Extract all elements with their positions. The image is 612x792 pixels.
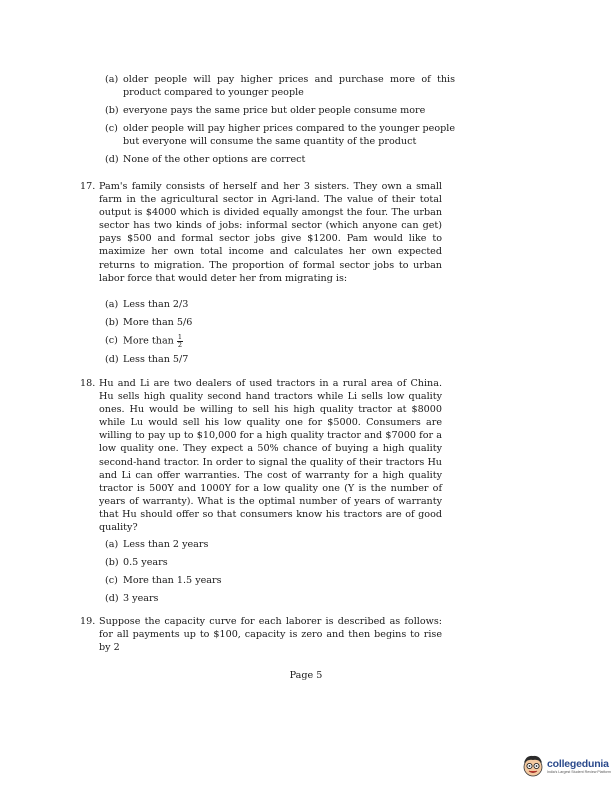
q18-option-c: (c) More than 1.5 years: [105, 575, 222, 586]
q18-option-b: (b) 0.5 years: [105, 557, 168, 568]
q16-option-d: (d) None of the other options are correct: [105, 154, 306, 165]
question-text: Hu and Li are two dealers of used tractors in a rural area of China. Hu sells high quality second hand tractors while Li sells low quality ones. Hu would be willing to sell his high quality tractor at $8000 while Lu would sell his low quality one for $5000. Consumers are willing to pay up to $10,000 for a high quality tractor and $7000 for a low quality one. They expect a 50% chance of buying a high quality second-hand tractor. In order to signal the quality of their tractors Hu and Li can offer warranties. The cost of warranty for a high quality tractor is 500Y and 1000Y for a low quality one (Y is the number of years of warranty). What is the optimal number of years of warranty that Hu should offer so that consumers know his tractors are of good quality?: [99, 378, 442, 534]
q16-option-a: (a) older people will pay higher prices and purchase more of this product compared to younger people: [105, 74, 455, 98]
mascot-icon: [522, 753, 544, 779]
question-17: [80, 180, 442, 285]
logo-brand: collegedunia: [547, 758, 609, 770]
question-number: 19.: [80, 616, 96, 627]
question-19: [80, 615, 442, 654]
q18-option-a: (a) Less than 2 years: [105, 539, 209, 550]
q16-options: [105, 73, 455, 171]
q16-option-b: (b) everyone pays the same price but older people consume more: [105, 105, 426, 116]
page-number: Page 5: [289, 670, 323, 681]
q17-option-a: (a) Less than 2/3: [105, 299, 189, 310]
q17-options: [105, 298, 455, 371]
q18-option-d: (d) 3 years: [105, 593, 159, 604]
question-text: Suppose the capacity curve for each laborer is described as follows: for all payments up to $100, capacity is zero and then begins to rise by 2: [99, 616, 442, 654]
collegedunia-logo: [522, 750, 610, 782]
q16-option-c: (c) older people will pay higher prices compared to the younger people but everyone will consume the same quantity of the product: [105, 123, 455, 147]
q17-option-b: (b) More than 5/6: [105, 317, 193, 328]
q17-option-c: (c) More than $\frac{1}{2}$: [105, 333, 183, 349]
question-number: 17.: [80, 181, 96, 192]
fraction: $\frac{1}{2}$: [177, 333, 183, 349]
question-text: Pam's family consists of herself and her 3 sisters. They own a small farm in the agricultural sector in Agri-land. The value of their total output is $4000 which is divided equally amongst the four. The urban sector has two kinds of jobs: informal sector (which anyone can get) pays $500 and formal sector jobs give $1200. Pam would like to maximize her own total income and calculates her own expected returns to migration. The proportion of formal sector jobs to urban labor force that would deter her from migrating is:: [99, 181, 442, 284]
question-18: [80, 377, 442, 534]
question-number: 18.: [80, 378, 96, 389]
q18-options: [105, 538, 455, 610]
q17-option-d: (d) Less than 5/7: [105, 354, 189, 365]
logo-tagline: India's Largest Student Review Platform: [547, 770, 611, 774]
